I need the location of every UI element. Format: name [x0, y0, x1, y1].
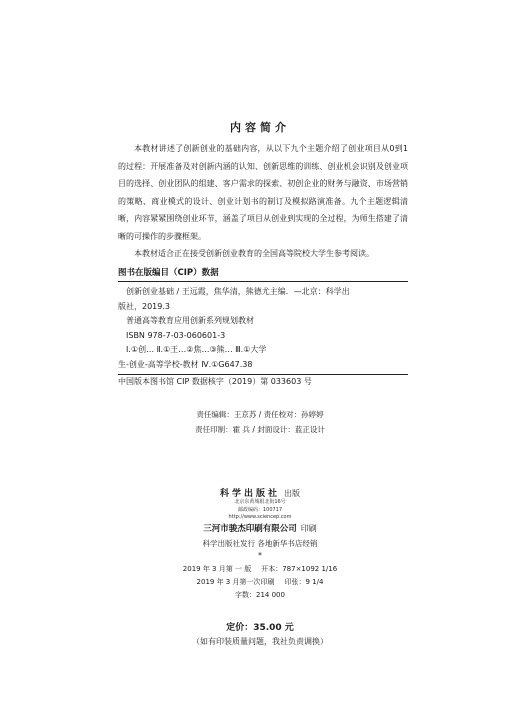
price: 定价：35.00 元 [226, 623, 294, 633]
printer-line [0, 522, 520, 534]
editor-credits [0, 408, 520, 437]
quality-notice: （如有印装质量问题，我社负责调换） [192, 637, 328, 646]
cip-block [118, 265, 408, 390]
distribution-block [0, 538, 520, 562]
publisher-suffix: 出版 [284, 489, 300, 498]
publisher-website: http://www.sciencep.com [228, 514, 292, 520]
distribution-mark: * [258, 551, 262, 560]
printer-suffix: 印刷 [300, 524, 317, 533]
cip-line: 普通高等教育应用创新系列规划教材 [126, 316, 254, 325]
edition-format: 开本：787×1092 1/16 [261, 565, 338, 573]
summary-title: 内容简介 [230, 121, 290, 134]
cip-line: Ⅰ.①创… Ⅱ.①王…②焦…③熊… Ⅲ.①大学 [126, 345, 267, 354]
edition-date: 2019 年 3 月第 一 版 [182, 565, 252, 573]
summary-paragraph-1: 本教材讲述了创新创业的基础内容，从以下九个主题介绍了创业项目从0到1的过程：开展准备及对创新内涵的认知、创新思维的训练、创业机会识别及创业项目的选择、创业团队的组建、客户需求的探索、初创企业的财务与融资、市场营销的策略、商业模式的设计、创业计划书的制订及模拟路演准备。九个主题逻辑清晰，内容紧紧围绕创业环节，涵盖了项目从创业到实现的全过程，为师生搭建了清晰的可操作的步骤框架。 [118, 144, 408, 241]
editor-line-1: 责任编辑：王京苏 / 责任校对：孙婷婷 [196, 410, 324, 419]
print-sheets: 印张：9 1/4 [284, 578, 324, 586]
cip-body [118, 282, 408, 390]
publisher-name [0, 486, 520, 499]
publisher-name-text: 科学出版社 [219, 489, 280, 499]
cip-line: 创新创业基础 / 王远霞，焦华清，熊德尤主编．—北京：科学出 [126, 287, 350, 296]
publisher-block [0, 486, 520, 522]
edition-row-3 [0, 589, 520, 602]
edition-info [0, 563, 520, 602]
cip-library-number: 中国版本图书馆 CIP 数据核字（2019）第 033603 号 [118, 374, 408, 390]
cip-line: 版社，2019.3 [118, 301, 170, 311]
distribution-line: 科学出版社发行 各地新华书店经销 [202, 539, 318, 548]
print-date: 2019 年 3 月第一次印刷 [196, 578, 275, 586]
editor-line-2: 责任印制：霍 兵 / 封面设计：蓝正设计 [195, 424, 325, 434]
summary-text [118, 140, 408, 263]
edition-row-2 [0, 576, 520, 589]
cip-header: 图书在版编目（CIP）数据 [118, 268, 219, 278]
summary-paragraph-2: 本教材适合正在接受创新创业教育的全国高等院校大学生参考阅读。 [134, 249, 374, 258]
edition-row-1 [0, 563, 520, 576]
cip-line: 生-创业-高等学校-教材 Ⅳ.①G647.38 [118, 359, 253, 369]
publisher-address: 北京东黄城根北街16号 [234, 499, 286, 505]
publisher-postcode: 邮政编码：100717 [237, 506, 283, 513]
word-count: 字数：214 000 [235, 591, 285, 599]
printer-name: 三河市骏杰印刷有限公司 [203, 524, 297, 534]
cip-line: ISBN 978-7-03-060601-3 [126, 330, 226, 340]
